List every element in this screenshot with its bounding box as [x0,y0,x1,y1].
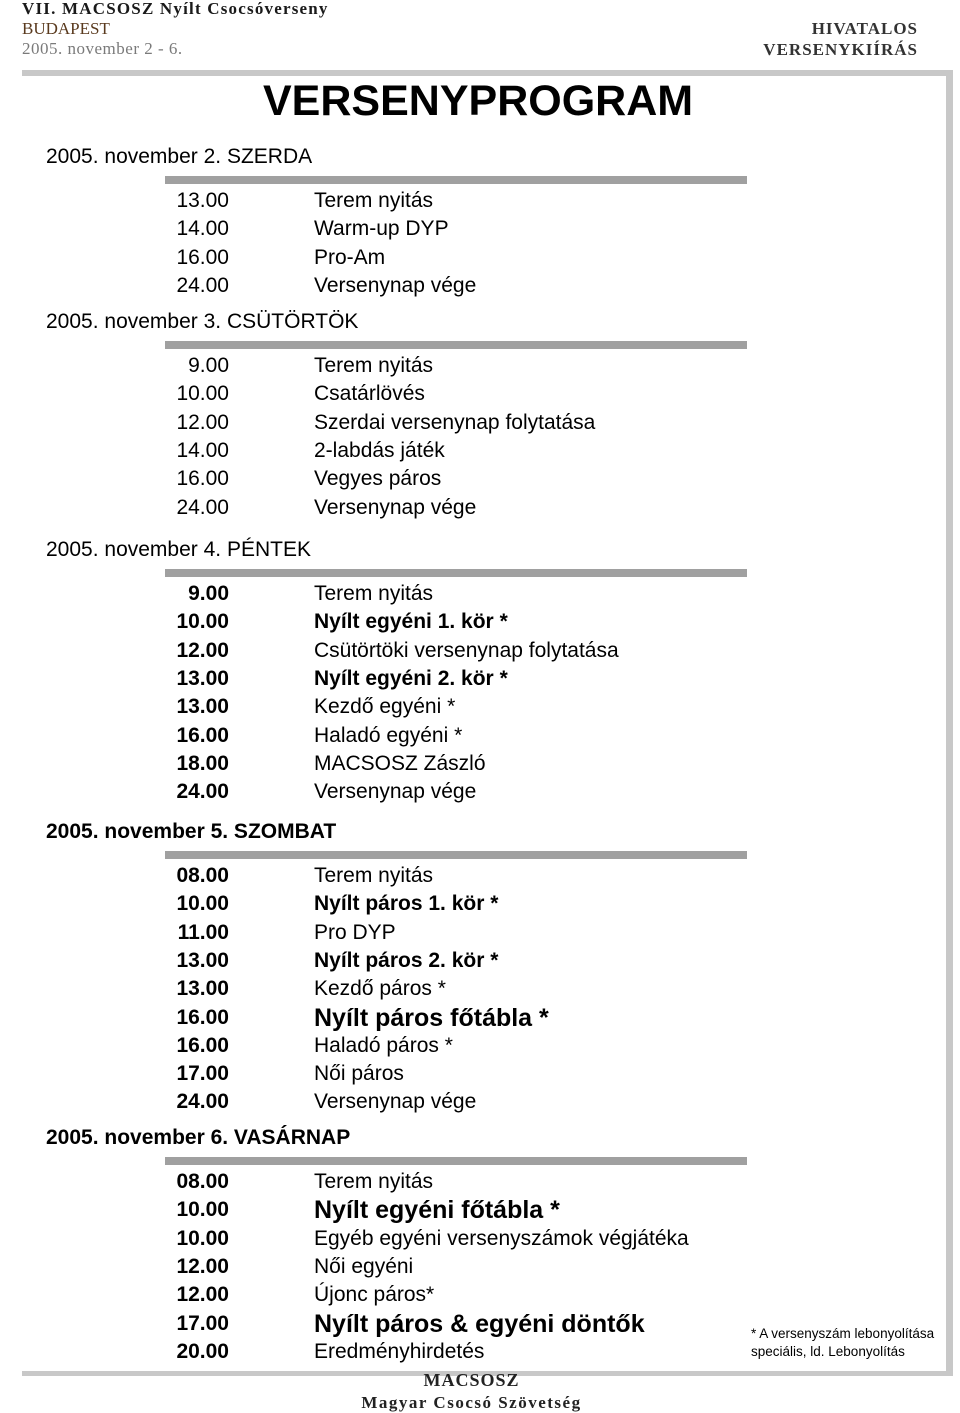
tournament-dates: 2005. november 2 - 6. [22,39,183,58]
event-time: 10.00 [176,892,229,916]
schedule-row [165,750,765,778]
event-time: 24.00 [176,495,229,519]
top-border [22,70,952,76]
event-name: Vegyes páros [314,467,442,491]
official-label-line-2: VERSENYKIÍRÁS [763,40,918,59]
schedule-row [165,890,765,918]
schedule-row [165,215,765,243]
event-name: Nyílt egyéni 1. kör * [314,610,508,634]
schedule-row [165,409,765,437]
event-name: Nyílt egyéni főtábla * [314,1196,560,1225]
day-heading: 2005. november 2. SZERDA [46,145,313,168]
event-name: Haladó egyéni * [314,723,463,747]
event-name: Egyéb egyéni versenyszámok végjátéka [314,1226,689,1250]
event-time: 08.00 [176,864,229,887]
schedule-row [165,1088,765,1116]
schedule-row [165,608,765,636]
event-name: Haladó páros * [314,1033,453,1057]
schedule-row [165,722,765,750]
event-name: Eredményhirdetés [314,1339,485,1363]
schedule-row [165,975,765,1003]
event-name: Terem nyitás [314,864,434,887]
event-time: 16.00 [176,1033,229,1057]
event-name: Warm-up DYP [314,217,449,241]
schedule-row [165,1310,765,1338]
schedule-row [165,352,765,380]
schedule-row [165,380,765,408]
event-time: 13.00 [176,666,229,690]
schedule-row [165,1060,765,1088]
event-name: Versenynap vége [314,495,477,519]
footer-org-abbrev: MACSOSZ [423,1370,520,1390]
day-separator [165,569,747,577]
event-time: 9.00 [188,354,229,377]
schedule-row [165,1253,765,1281]
event-name: Csatárlövés [314,382,425,406]
event-time: 13.00 [176,977,229,1001]
event-name: Kezdő páros * [314,977,446,1001]
program-title: VERSENYPROGRAM [263,77,694,125]
schedule-row [165,947,765,975]
event-time: 18.00 [176,751,229,775]
event-name: Nyílt páros főtábla * [314,1003,549,1032]
event-name: Nyílt egyéni 2. kör * [314,666,508,690]
footnote-line-2: speciális, ld. Lebonyolítás [751,1344,905,1359]
event-time: 16.00 [176,245,229,269]
event-name: Versenynap vége [314,273,477,297]
schedule-row [165,494,765,522]
event-time: 10.00 [176,1226,229,1250]
event-time: 12.00 [176,1254,229,1278]
schedule-row [165,187,765,215]
event-name: Nyílt páros & egyéni döntők [314,1309,645,1338]
footnote [751,1325,934,1361]
day-separator [165,1157,747,1165]
day-heading: 2005. november 3. CSÜTÖRTÖK [46,310,359,333]
schedule-row [165,693,765,721]
event-name: Nyílt páros 1. kör * [314,892,499,916]
event-time: 10.00 [176,1198,229,1222]
event-time: 17.00 [176,1311,229,1335]
event-name: MACSOSZ Zászló [314,751,486,775]
event-name: 2-labdás játék [314,438,445,462]
event-time: 16.00 [176,723,229,747]
event-name: Újonc páros* [314,1283,435,1307]
schedule-row [165,1004,765,1032]
event-name: Pro DYP [314,920,396,944]
schedule-row [165,1338,765,1366]
schedule-row [165,1281,765,1309]
tournament-city: BUDAPEST [22,19,110,38]
schedule-row [165,665,765,693]
schedule-row [165,437,765,465]
event-time: 12.00 [176,638,229,662]
event-name: Női páros [314,1062,404,1086]
event-time: 10.00 [176,610,229,634]
official-label-line-1: HIVATALOS [811,19,918,38]
day-separator [165,341,747,349]
schedule-row [165,1196,765,1224]
document-header [22,0,329,60]
schedule-row [165,919,765,947]
event-name: Kezdő egyéni * [314,695,456,719]
schedule-row [165,862,765,890]
event-time: 10.00 [176,382,229,406]
event-name: Terem nyitás [314,1170,434,1193]
event-time: 12.00 [176,1283,229,1307]
event-name: Pro-Am [314,245,386,269]
schedule-row [165,778,765,806]
event-time: 14.00 [176,438,229,462]
event-name: Versenynap vége [314,1090,477,1114]
schedule-row [165,1168,765,1196]
schedule-row [165,1032,765,1060]
event-time: 13.00 [176,695,229,719]
event-name: Terem nyitás [314,189,434,212]
event-time: 20.00 [176,1339,229,1363]
day-separator [165,851,747,859]
event-time: 16.00 [176,1005,229,1029]
event-time: 13.00 [176,189,229,212]
event-time: 14.00 [176,217,229,241]
schedule-row [165,580,765,608]
day-heading: 2005. november 5. SZOMBAT [46,820,337,843]
schedule-row [165,465,765,493]
event-name: Szerdai versenynap folytatása [314,410,596,434]
event-time: 16.00 [176,467,229,491]
footer-org-name: Magyar Csocsó Szövetség [361,1393,582,1412]
event-time: 24.00 [176,780,229,804]
event-time: 12.00 [176,410,229,434]
event-name: Csütörtöki versenynap folytatása [314,638,619,662]
event-name: Női egyéni [314,1254,414,1278]
event-time: 24.00 [176,273,229,297]
event-time: 13.00 [176,948,229,972]
official-label [763,20,918,62]
event-name: Versenynap vége [314,780,477,804]
event-time: 08.00 [176,1170,229,1193]
event-name: Terem nyitás [314,582,434,605]
event-name: Terem nyitás [314,354,434,377]
event-time: 17.00 [176,1062,229,1086]
schedule-row [165,637,765,665]
event-name: Nyílt páros 2. kör * [314,948,499,972]
day-heading: 2005. november 6. VASÁRNAP [46,1126,351,1149]
event-time: 9.00 [188,582,229,605]
tournament-title: VII. MACSOSZ Nyílt Csocsóverseny [22,0,329,18]
schedule-row [165,244,765,272]
event-time: 24.00 [176,1090,229,1114]
day-separator [165,176,747,184]
right-border [946,70,953,1375]
schedule-row [165,272,765,300]
event-time: 11.00 [177,920,229,944]
footnote-line-1: * A versenyszám lebonyolítása [751,1326,935,1341]
day-heading: 2005. november 4. PÉNTEK [46,538,311,561]
schedule-row [165,1225,765,1253]
